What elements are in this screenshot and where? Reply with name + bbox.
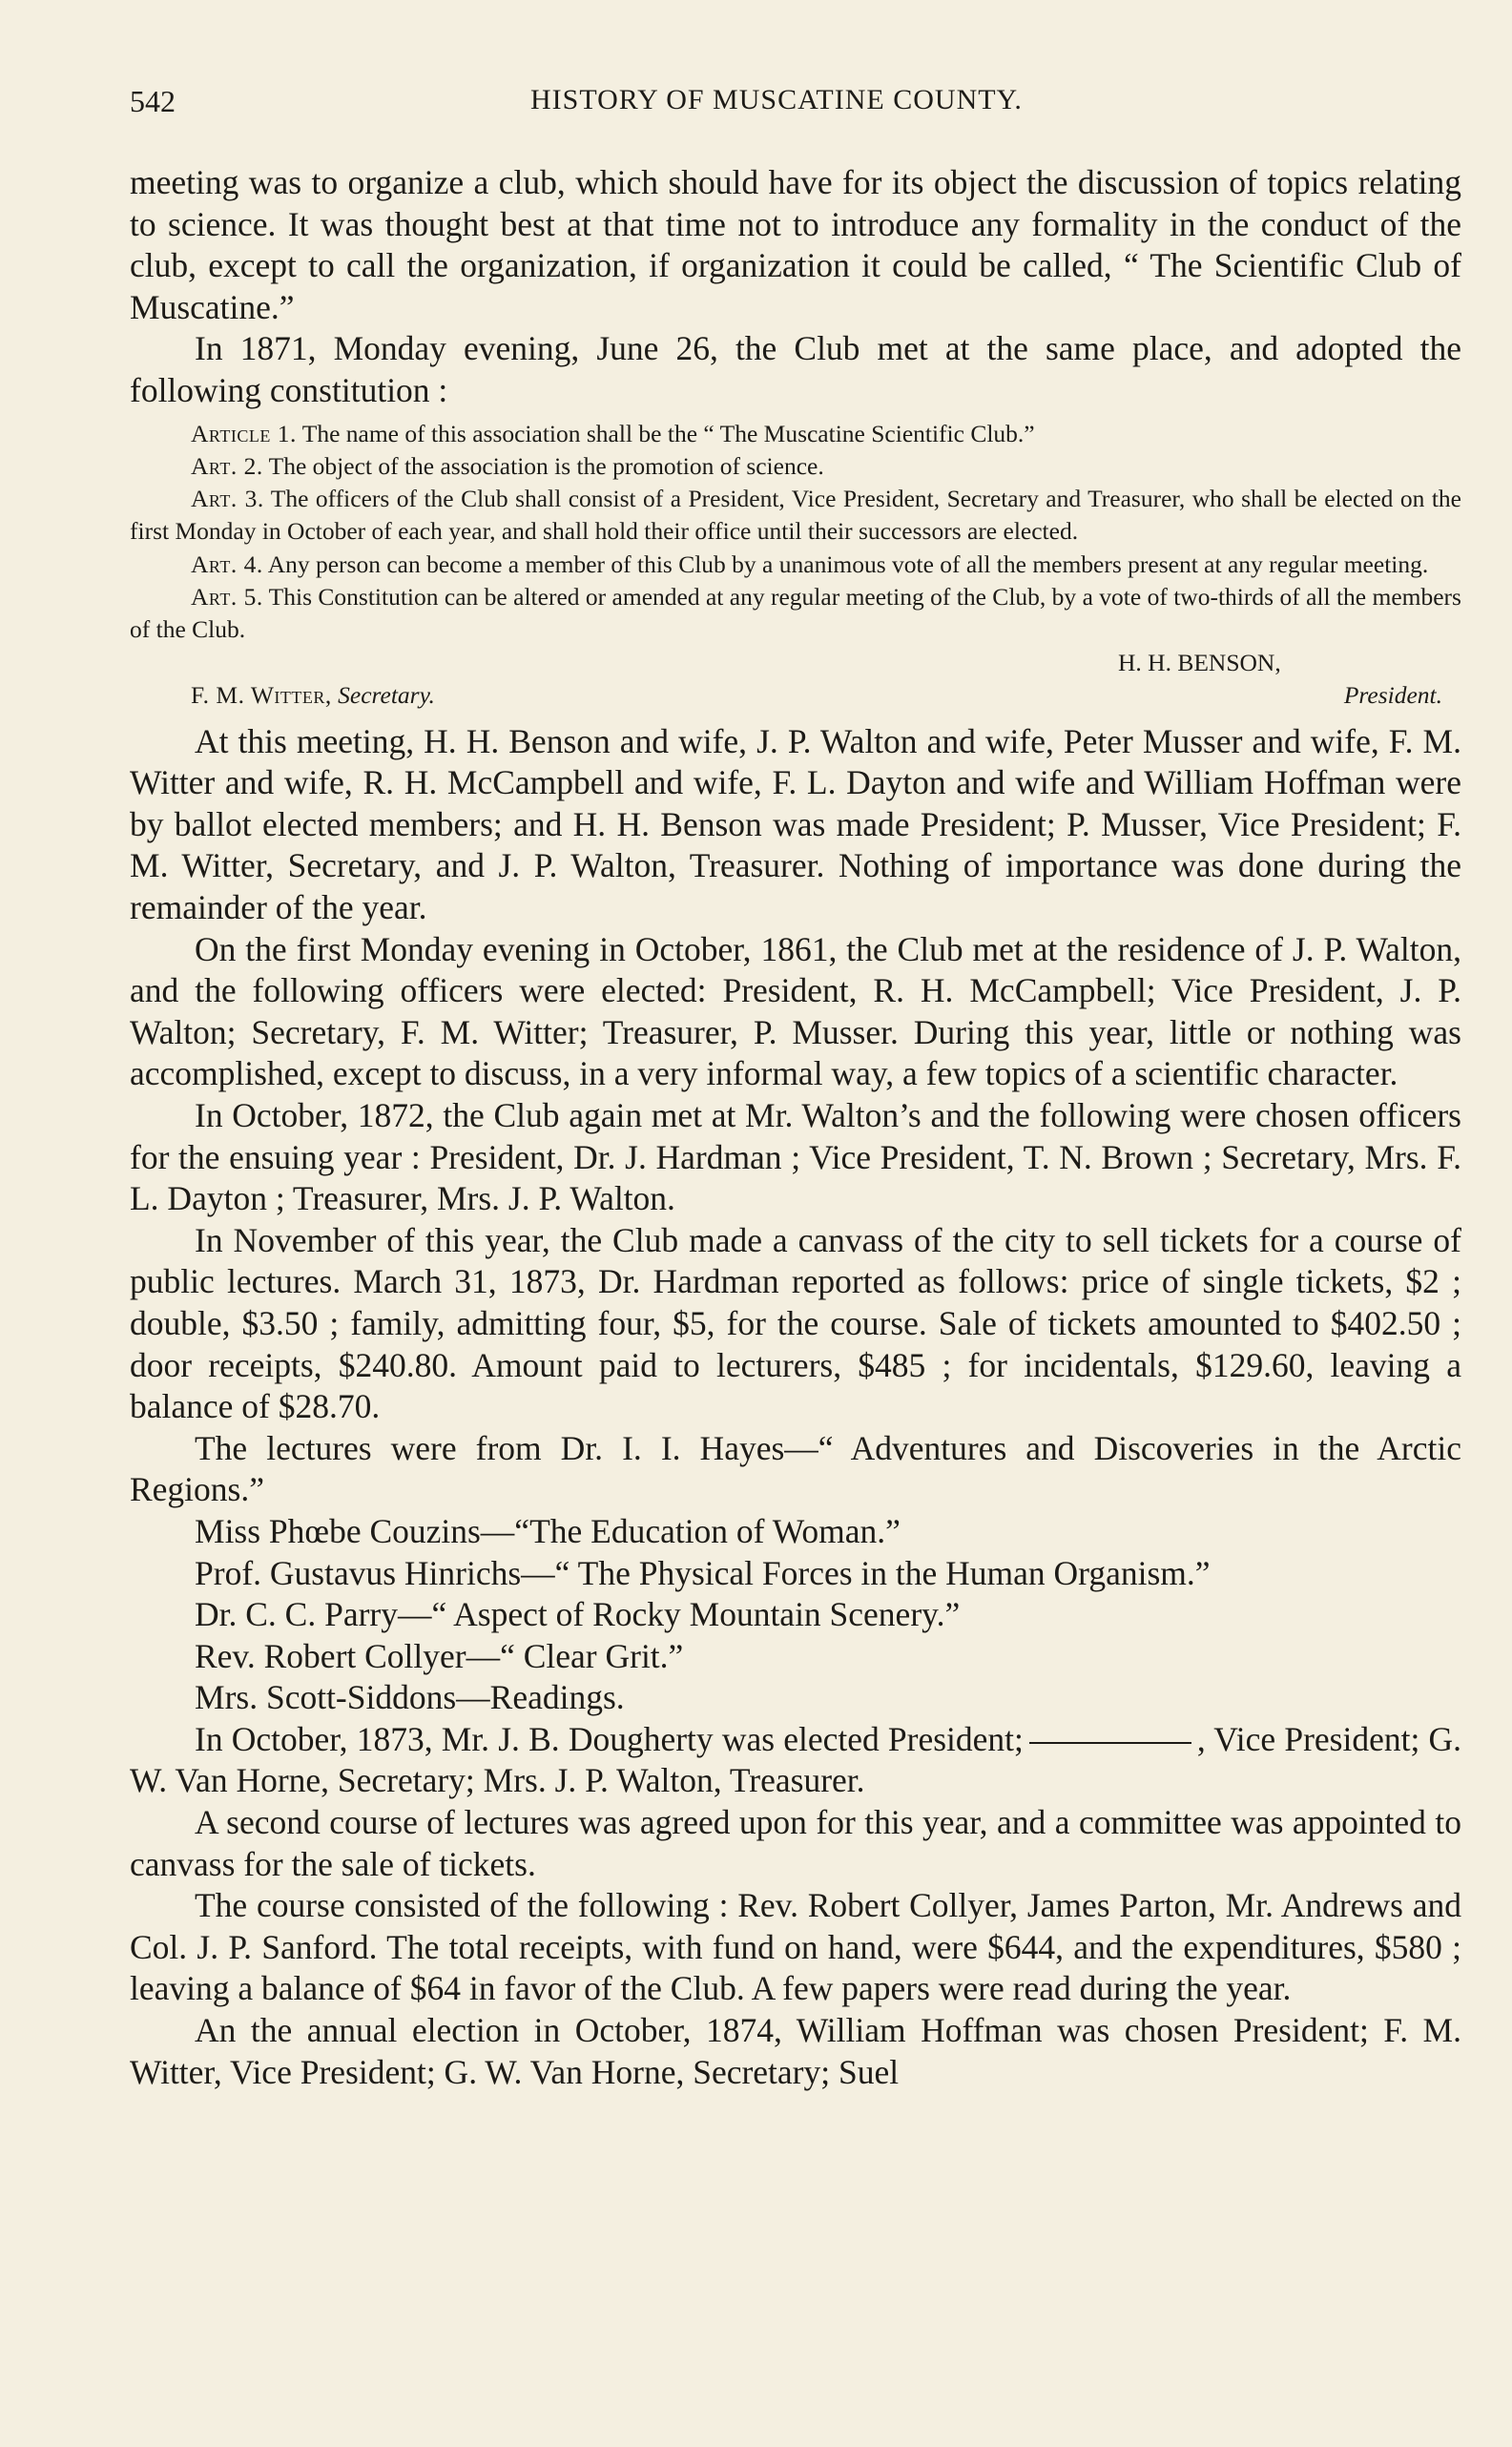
- paragraph: In October, 1872, the Club again met at Mr. Walton’s and the following were chosen officers for the ensuing year : President, Dr. J. Hardman ; Vice President, T. N. Brown ; Secretary, Mrs. F. L. Dayton ; Treasurer, Mrs. J. P. Walton.: [130, 1095, 1461, 1218]
- paragraph: At this meeting, H. H. Benson and wife, J. P. Walton and wife, Peter Musser and wife, F. M. Witter and wife, R. H. McCampbell and wife, F. L. Dayton and wife and William Hoffman were by ballot elected members; and H. H. Benson was made President; P. Musser, Vice President; F. M. Witter, Secretary, and J. P. Walton, Treasurer. Nothing of importance was done during the remainder of the year.: [130, 721, 1461, 927]
- page-header: [130, 84, 1084, 132]
- article: [130, 581, 1461, 647]
- article-text: Any person can become a member of this Club by a unanimous vote of all the members present at any regular meeting.: [267, 550, 1429, 578]
- article-label: Article 1.: [191, 419, 297, 447]
- paragraph-part: , Vice President; G. W. Van Horne, Secretary; Mrs. J. P. Walton, Treasurer.: [130, 1719, 1462, 1800]
- secretary-signature: [191, 679, 435, 712]
- paragraph: In November of this year, the Club made a canvass of the city to sell tickets for a course of public lectures. March 31, 1873, Dr. Hardman reported as follows: price of single tickets, $2 ; double, $3.50 ; family, admitting four, $5, for the course. Sale of tickets amounted to $402.50 ; door receipts, $240.80. Amount paid to lecturers, $485 ; for incidentals, $129.60, leaving a balance of $28.70.: [130, 1220, 1461, 1426]
- signature-row-secretary: [130, 679, 1461, 712]
- lecture-item: Rev. Robert Collyer—“ Clear Grit.”: [195, 1636, 684, 1675]
- article-label: Art. 5.: [191, 583, 263, 612]
- president-title: President.: [1343, 680, 1442, 709]
- page-body: [130, 162, 1461, 2093]
- article: [130, 549, 1461, 581]
- paragraph: The course consisted of the following : Rev. Robert Collyer, James Parton, Mr. Andrews and Col. J. P. Sanford. The total receipts, with fund on hand, were $644, and the expenditures, $580 ; leaving a balance of $64 in favor of the Club. A few papers were read during the year.: [130, 1886, 1461, 2008]
- paragraph: On the first Monday evening in October, 1861, the Club met at the residence of J. P. Walton, and the following officers were elected: President, R. H. McCampbell; Vice President, J. P. Walton; Secretary, F. M. Witter; Treasurer, P. Musser. During this year, little or nothing was accomplished, except to discuss, in a very informal way, a few topics of a scientific character.: [130, 929, 1461, 1093]
- constitution-block: [130, 418, 1461, 712]
- paragraph: A second course of lectures was agreed upon for this year, and a committee was appointed to canvass for the sale of tickets.: [130, 1803, 1461, 1883]
- paragraph-part: In October, 1873, Mr. J. B. Dougherty was elected President;: [195, 1719, 1024, 1758]
- paragraph: An the annual election in October, 1874, William Hoffman was chosen President; F. M. Witter, Vice President; G. W. Van Horne, Secretary; Suel: [130, 2011, 1461, 2091]
- article-text: This Constitution can be altered or amended at any regular meeting of the Club, by a vote of two-thirds of all the members of the Club.: [130, 583, 1461, 644]
- article-text: The officers of the Club shall consist of a President, Vice President, Secretary and Treasurer, who shall be elected on the first Monday in October of each year, and shall hold their office until their successors are elected.: [130, 485, 1461, 546]
- running-title: HISTORY OF MUSCATINE COUNTY.: [530, 84, 1023, 115]
- paragraph: In 1871, Monday evening, June 26, the Club met at the same place, and adopted the following constitution :: [130, 329, 1461, 409]
- paragraph: [130, 1719, 1461, 1802]
- paragraph: The lectures were from Dr. I. I. Hayes—“ Adventures and Discoveries in the Arctic Regions.”: [130, 1428, 1461, 1509]
- article: [130, 418, 1461, 450]
- secretary-name: F. M. Witter,: [191, 680, 332, 709]
- article-label: Art. 3.: [191, 485, 264, 513]
- secretary-title: Secretary.: [338, 680, 435, 709]
- blank-dash: [1029, 1742, 1191, 1744]
- lecture-item: Miss Phœbe Couzins—“The Education of Woman.”: [195, 1511, 901, 1550]
- article-label: Art. 4.: [191, 550, 263, 578]
- president-signature: H. H. BENSON,: [1118, 648, 1281, 676]
- article-label: Art. 2.: [191, 451, 263, 480]
- lecture-item: Prof. Gustavus Hinrichs—“ The Physical Forces in the Human Organism.”: [195, 1553, 1211, 1592]
- article: [130, 483, 1461, 549]
- article-text: The name of this association shall be the “ The Muscatine Scientific Club.”: [301, 419, 1035, 447]
- signature-row-president: [130, 647, 1461, 679]
- article-text: The object of the association is the promotion of science.: [268, 451, 824, 480]
- lecture-item: Mrs. Scott-Siddons—Readings.: [195, 1678, 625, 1717]
- paragraph: meeting was to organize a club, which should have for its object the discussion of topics relating to science. It was thought best at that time not to introduce any formality in the conduct of the club, except to call the organization, if organization it could be called, “ The Scientific Club of Muscatine.”: [130, 163, 1461, 326]
- article: [130, 450, 1461, 483]
- lecture-item: Dr. C. C. Parry—“ Aspect of Rocky Mountain Scenery.”: [195, 1595, 961, 1634]
- page-number: 542: [130, 84, 176, 118]
